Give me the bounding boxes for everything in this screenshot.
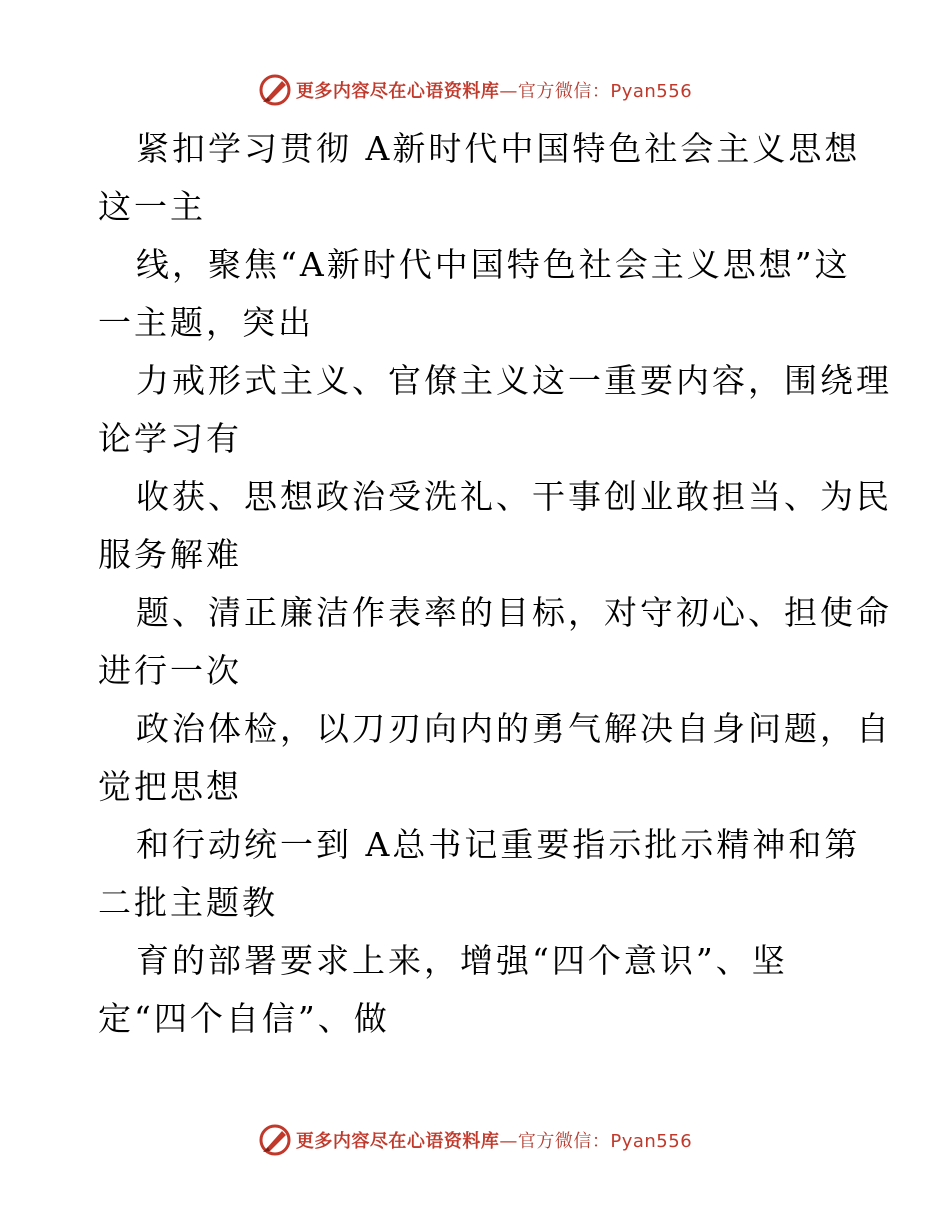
- paragraph-line: 紧扣学习贯彻 A新时代中国特色社会主义思想: [136, 129, 861, 168]
- paragraph-line: 育的部署要求上来，增强“四个意识”、坚: [136, 941, 788, 980]
- paragraph: [98, 584, 892, 700]
- footer-watermark: [0, 1120, 950, 1160]
- paragraph-line: 收获、思想政治受洗礼、干事创业敢担当、为民: [136, 477, 892, 516]
- paragraph-line: 觉把思想: [98, 767, 242, 806]
- paragraph-line: 定“四个自信”、做: [98, 999, 390, 1038]
- paragraph-line: 进行一次: [98, 651, 242, 690]
- paragraph-line: 线，聚焦“A新时代中国特色社会主义思想”这: [136, 245, 851, 284]
- footer-separator: —: [499, 1131, 518, 1152]
- paragraph-line: 论学习有: [98, 419, 242, 458]
- document-body: [98, 120, 892, 1048]
- header-site-name: 更多内容尽在心语资料库: [295, 81, 500, 102]
- paragraph-line: 这一主: [98, 187, 206, 226]
- header-watermark: [0, 70, 950, 110]
- paragraph: [98, 236, 858, 352]
- paragraph-line: 服务解难: [98, 535, 242, 574]
- paragraph: [98, 700, 892, 816]
- header-separator: —: [499, 81, 518, 102]
- paragraph: [98, 816, 861, 932]
- header-wechat-label: 官方微信：: [517, 81, 611, 102]
- paragraph: [98, 120, 861, 236]
- paragraph-line: 一主题，突出: [98, 303, 314, 342]
- header-wechat-id: Pyan556: [610, 81, 693, 102]
- paragraph-line: 二批主题教: [98, 883, 278, 922]
- paragraph-line: 政治体检，以刀刃向内的勇气解决自身问题，自: [136, 709, 892, 748]
- footer-watermark-text: [296, 1127, 692, 1153]
- footer-site-name: 更多内容尽在心语资料库: [295, 1131, 500, 1152]
- paragraph-line: 和行动统一到 A总书记重要指示批示精神和第: [136, 825, 861, 864]
- pen-logo-icon: [258, 73, 292, 107]
- pen-logo-icon: [258, 1123, 292, 1157]
- footer-wechat-id: Pyan556: [610, 1131, 693, 1152]
- paragraph: [98, 932, 858, 1048]
- paragraph-line: 题、清正廉洁作表率的目标，对守初心、担使命: [136, 593, 892, 632]
- paragraph-line: 力戒形式主义、官僚主义这一重要内容，围绕理: [136, 361, 892, 400]
- paragraph: [98, 468, 892, 584]
- footer-wechat-label: 官方微信：: [517, 1131, 611, 1152]
- paragraph: [98, 352, 892, 468]
- header-watermark-text: [296, 77, 692, 103]
